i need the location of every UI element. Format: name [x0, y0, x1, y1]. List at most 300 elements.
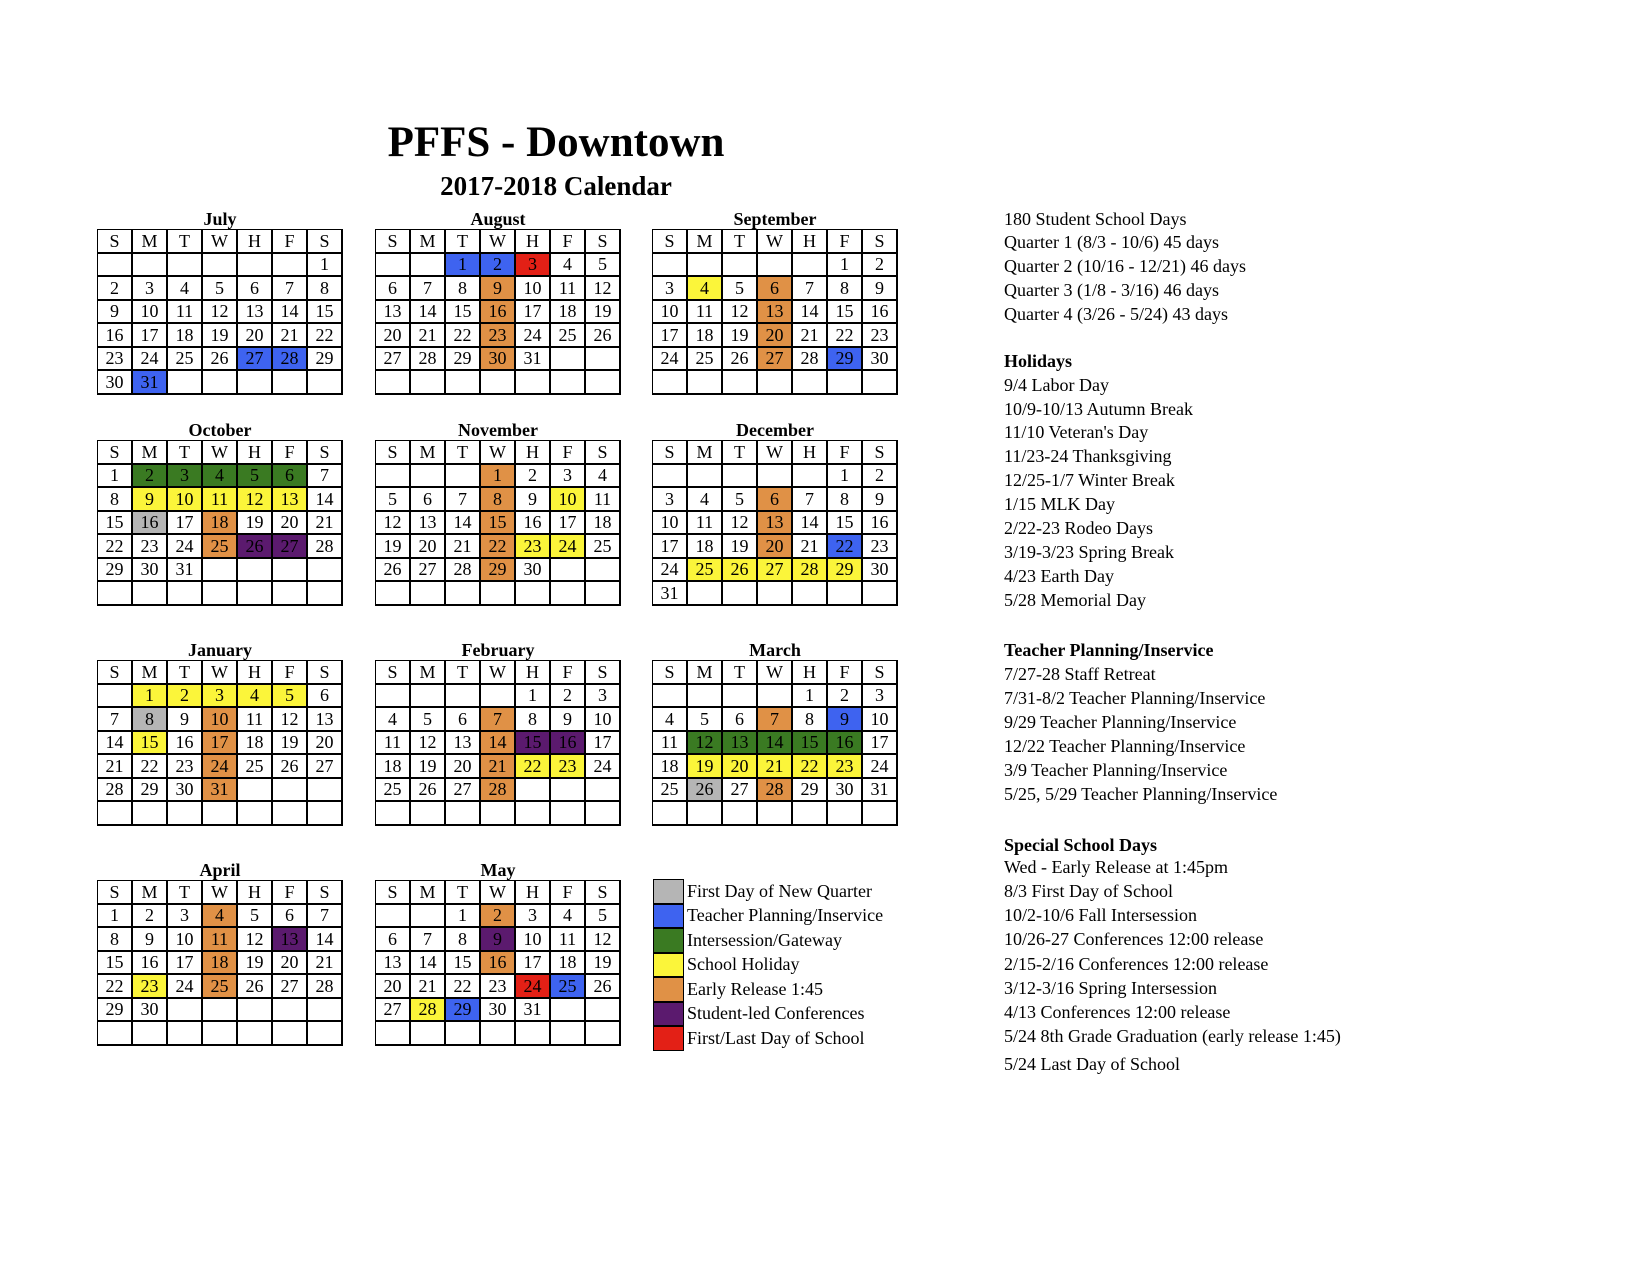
day-cell: 27	[273, 975, 308, 999]
weekday-header: S	[98, 230, 133, 254]
day-cell: 6	[758, 488, 793, 512]
day-cell: 20	[758, 535, 793, 559]
day-cell: 30	[863, 559, 898, 583]
day-cell: 10	[863, 708, 898, 732]
day-cell: 21	[308, 512, 343, 536]
day-cell: 17	[203, 732, 238, 756]
empty-cell	[586, 802, 621, 826]
day-cell: 25	[551, 324, 586, 348]
empty-cell	[551, 802, 586, 826]
day-cell: 13	[308, 708, 343, 732]
empty-cell	[308, 371, 343, 395]
day-cell: 22	[828, 324, 863, 348]
day-cell: 17	[516, 952, 551, 976]
day-cell: 31	[168, 559, 203, 583]
empty-cell	[793, 371, 828, 395]
day-cell: 3	[516, 254, 551, 278]
empty-cell	[723, 371, 758, 395]
day-cell: 3	[516, 905, 551, 929]
info-line: Wed - Early Release at 1:45pm	[1004, 857, 1228, 877]
empty-cell	[203, 371, 238, 395]
month-name: November	[458, 420, 538, 440]
empty-cell	[168, 999, 203, 1023]
day-cell: 9	[863, 277, 898, 301]
day-cell: 13	[758, 301, 793, 325]
day-cell: 29	[481, 559, 516, 583]
day-cell: 27	[758, 559, 793, 583]
day-cell: 25	[653, 779, 688, 803]
legend-item	[653, 904, 913, 929]
day-cell: 7	[98, 708, 133, 732]
empty-cell	[551, 582, 586, 606]
weekday-header: W	[758, 441, 793, 465]
day-cell: 12	[411, 732, 446, 756]
legend-label: Student-led Conferences	[687, 1003, 865, 1024]
month-july	[97, 210, 343, 395]
day-cell: 10	[203, 708, 238, 732]
empty-cell	[758, 802, 793, 826]
day-cell: 18	[238, 732, 273, 756]
day-cell: 24	[586, 755, 621, 779]
day-cell: 29	[308, 348, 343, 372]
day-cell: 21	[98, 755, 133, 779]
weekday-header: S	[98, 441, 133, 465]
empty-cell	[481, 685, 516, 709]
day-cell: 31	[863, 779, 898, 803]
day-cell: 9	[133, 928, 168, 952]
day-cell: 10	[516, 928, 551, 952]
day-cell: 25	[376, 779, 411, 803]
day-cell: 17	[516, 301, 551, 325]
day-cell: 9	[551, 708, 586, 732]
day-cell: 18	[688, 535, 723, 559]
day-cell: 26	[688, 779, 723, 803]
day-cell: 12	[586, 277, 621, 301]
day-cell: 4	[551, 254, 586, 278]
empty-cell	[828, 582, 863, 606]
weekday-header: M	[133, 881, 168, 905]
legend-swatch	[653, 977, 684, 1002]
empty-cell	[828, 371, 863, 395]
day-cell: 13	[273, 928, 308, 952]
empty-cell	[758, 685, 793, 709]
day-cell: 14	[481, 732, 516, 756]
empty-cell	[411, 685, 446, 709]
day-cell: 16	[168, 732, 203, 756]
legend-item	[653, 977, 913, 1002]
weekday-header: S	[98, 661, 133, 685]
day-cell: 12	[238, 488, 273, 512]
day-cell: 31	[653, 582, 688, 606]
day-cell: 17	[168, 512, 203, 536]
day-cell: 22	[308, 324, 343, 348]
weekday-header: W	[758, 661, 793, 685]
weekday-header: W	[758, 230, 793, 254]
empty-cell	[238, 254, 273, 278]
day-cell: 8	[481, 488, 516, 512]
day-cell: 11	[688, 301, 723, 325]
empty-cell	[203, 582, 238, 606]
month-grid	[375, 880, 621, 1046]
section-heading: Holidays	[1004, 351, 1073, 371]
weekday-header: S	[376, 661, 411, 685]
day-cell: 23	[133, 975, 168, 999]
weekday-header: M	[411, 881, 446, 905]
day-cell: 5	[586, 905, 621, 929]
day-cell: 9	[516, 488, 551, 512]
day-cell: 16	[828, 732, 863, 756]
weekday-header: F	[551, 661, 586, 685]
day-cell: 3	[168, 905, 203, 929]
empty-cell	[238, 559, 273, 583]
weekday-header: T	[446, 441, 481, 465]
empty-cell	[688, 371, 723, 395]
weekday-header: S	[586, 441, 621, 465]
day-cell: 13	[376, 301, 411, 325]
legend-item	[653, 928, 913, 953]
day-cell: 16	[481, 301, 516, 325]
day-cell: 5	[238, 905, 273, 929]
day-cell: 28	[273, 348, 308, 372]
empty-cell	[168, 1022, 203, 1046]
day-cell: 29	[446, 348, 481, 372]
day-cell: 1	[446, 905, 481, 929]
empty-cell	[481, 371, 516, 395]
color-legend	[653, 879, 913, 1051]
empty-cell	[446, 685, 481, 709]
info-line: 7/27-28 Staff Retreat	[1004, 664, 1156, 684]
day-cell: 29	[828, 348, 863, 372]
day-cell: 28	[446, 559, 481, 583]
empty-cell	[793, 465, 828, 489]
day-cell: 13	[758, 512, 793, 536]
legend-swatch	[653, 1026, 684, 1051]
empty-cell	[793, 802, 828, 826]
day-cell: 2	[516, 465, 551, 489]
empty-cell	[411, 1022, 446, 1046]
empty-cell	[168, 254, 203, 278]
day-cell: 16	[481, 952, 516, 976]
day-cell: 30	[481, 999, 516, 1023]
day-cell: 21	[758, 755, 793, 779]
month-name: August	[470, 209, 526, 229]
weekday-header: F	[828, 230, 863, 254]
info-line: 4/23 Earth Day	[1004, 566, 1114, 586]
empty-cell	[238, 802, 273, 826]
day-cell: 19	[723, 535, 758, 559]
day-cell: 12	[723, 301, 758, 325]
day-cell: 20	[376, 975, 411, 999]
month-name: July	[203, 209, 237, 229]
day-cell: 18	[168, 324, 203, 348]
day-cell: 13	[273, 488, 308, 512]
weekday-header: F	[828, 441, 863, 465]
empty-cell	[203, 559, 238, 583]
month-october	[97, 421, 343, 606]
day-cell: 27	[308, 755, 343, 779]
empty-cell	[238, 1022, 273, 1046]
day-cell: 20	[376, 324, 411, 348]
legend-item	[653, 953, 913, 978]
empty-cell	[723, 254, 758, 278]
day-cell: 15	[98, 512, 133, 536]
info-line: 2/22-23 Rodeo Days	[1004, 518, 1153, 538]
day-cell: 21	[411, 975, 446, 999]
day-cell: 6	[376, 277, 411, 301]
day-cell: 8	[828, 488, 863, 512]
weekday-header: S	[863, 661, 898, 685]
empty-cell	[793, 582, 828, 606]
empty-cell	[98, 254, 133, 278]
day-cell: 16	[98, 324, 133, 348]
weekday-header: H	[793, 661, 828, 685]
month-name: February	[461, 640, 535, 660]
day-cell: 20	[308, 732, 343, 756]
section-heading: Teacher Planning/Inservice	[1004, 640, 1214, 660]
info-line: 12/22 Teacher Planning/Inservice	[1004, 736, 1246, 756]
page-subtitle: 2017-2018 Calendar	[440, 171, 672, 201]
day-cell: 4	[653, 708, 688, 732]
info-line: 2/15-2/16 Conferences 12:00 release	[1004, 954, 1269, 974]
day-cell: 12	[586, 928, 621, 952]
day-cell: 18	[688, 324, 723, 348]
day-cell: 1	[793, 685, 828, 709]
empty-cell	[828, 802, 863, 826]
empty-cell	[586, 582, 621, 606]
day-cell: 6	[446, 708, 481, 732]
empty-cell	[481, 802, 516, 826]
empty-cell	[758, 582, 793, 606]
empty-cell	[863, 802, 898, 826]
day-cell: 25	[168, 348, 203, 372]
info-line: 8/3 First Day of School	[1004, 881, 1173, 901]
day-cell: 26	[586, 975, 621, 999]
legend-label: School Holiday	[687, 954, 800, 975]
day-cell: 30	[133, 559, 168, 583]
day-cell: 10	[586, 708, 621, 732]
empty-cell	[551, 1022, 586, 1046]
info-line: 9/4 Labor Day	[1004, 375, 1109, 395]
day-cell: 18	[203, 512, 238, 536]
info-line: Quarter 4 (3/26 - 5/24) 43 days	[1004, 304, 1228, 324]
day-cell: 23	[551, 755, 586, 779]
weekday-header: M	[133, 441, 168, 465]
empty-cell	[551, 348, 586, 372]
empty-cell	[98, 582, 133, 606]
day-cell: 2	[828, 685, 863, 709]
day-cell: 23	[863, 324, 898, 348]
day-cell: 19	[273, 732, 308, 756]
month-name: March	[749, 640, 801, 660]
info-line: 180 Student School Days	[1004, 209, 1187, 229]
day-cell: 29	[446, 999, 481, 1023]
day-cell: 27	[723, 779, 758, 803]
day-cell: 4	[238, 685, 273, 709]
empty-cell	[688, 685, 723, 709]
empty-cell	[273, 1022, 308, 1046]
legend-swatch	[653, 904, 684, 929]
day-cell: 31	[133, 371, 168, 395]
day-cell: 23	[98, 348, 133, 372]
day-cell: 16	[863, 301, 898, 325]
month-grid	[97, 229, 343, 395]
month-grid	[652, 440, 898, 606]
legend-swatch	[653, 879, 684, 904]
empty-cell	[168, 582, 203, 606]
day-cell: 1	[516, 685, 551, 709]
day-cell: 11	[203, 488, 238, 512]
day-cell: 28	[758, 779, 793, 803]
day-cell: 3	[586, 685, 621, 709]
day-cell: 18	[203, 952, 238, 976]
empty-cell	[376, 685, 411, 709]
empty-cell	[411, 582, 446, 606]
day-cell: 2	[133, 465, 168, 489]
day-cell: 29	[793, 779, 828, 803]
day-cell: 8	[133, 708, 168, 732]
info-line: Quarter 1 (8/3 - 10/6) 45 days	[1004, 232, 1219, 252]
empty-cell	[273, 779, 308, 803]
empty-cell	[273, 371, 308, 395]
day-cell: 28	[308, 535, 343, 559]
month-november	[375, 421, 621, 606]
day-cell: 1	[308, 254, 343, 278]
day-cell: 19	[586, 301, 621, 325]
day-cell: 29	[98, 999, 133, 1023]
info-line: 3/19-3/23 Spring Break	[1004, 542, 1174, 562]
legend-swatch	[653, 953, 684, 978]
day-cell: 4	[688, 277, 723, 301]
day-cell: 1	[98, 465, 133, 489]
legend-label: Teacher Planning/Inservice	[687, 905, 884, 926]
month-march	[652, 641, 898, 826]
weekday-header: H	[793, 441, 828, 465]
legend-label: Early Release 1:45	[687, 978, 823, 999]
day-cell: 27	[411, 559, 446, 583]
info-line: 1/15 MLK Day	[1004, 494, 1115, 514]
empty-cell	[376, 254, 411, 278]
day-cell: 17	[653, 535, 688, 559]
day-cell: 7	[308, 905, 343, 929]
day-cell: 27	[376, 999, 411, 1023]
empty-cell	[376, 371, 411, 395]
empty-cell	[411, 371, 446, 395]
day-cell: 23	[481, 975, 516, 999]
month-name: April	[199, 860, 241, 880]
day-cell: 24	[653, 559, 688, 583]
day-cell: 15	[828, 301, 863, 325]
day-cell: 20	[758, 324, 793, 348]
day-cell: 23	[133, 535, 168, 559]
month-name: September	[733, 209, 817, 229]
day-cell: 17	[586, 732, 621, 756]
empty-cell	[863, 582, 898, 606]
day-cell: 26	[376, 559, 411, 583]
weekday-header: F	[551, 230, 586, 254]
day-cell: 25	[586, 535, 621, 559]
weekday-header: S	[376, 881, 411, 905]
empty-cell	[376, 582, 411, 606]
weekday-header: S	[308, 441, 343, 465]
day-cell: 6	[273, 465, 308, 489]
day-cell: 18	[376, 755, 411, 779]
day-cell: 4	[551, 905, 586, 929]
day-cell: 25	[203, 975, 238, 999]
weekday-header: W	[203, 661, 238, 685]
weekday-header: F	[551, 441, 586, 465]
day-cell: 18	[551, 952, 586, 976]
day-cell: 22	[133, 755, 168, 779]
day-cell: 12	[688, 732, 723, 756]
day-cell: 5	[376, 488, 411, 512]
day-cell: 3	[203, 685, 238, 709]
day-cell: 2	[481, 254, 516, 278]
day-cell: 2	[863, 254, 898, 278]
empty-cell	[516, 802, 551, 826]
day-cell: 15	[446, 301, 481, 325]
empty-cell	[446, 1022, 481, 1046]
day-cell: 21	[793, 535, 828, 559]
empty-cell	[203, 802, 238, 826]
day-cell: 2	[98, 277, 133, 301]
day-cell: 28	[411, 999, 446, 1023]
day-cell: 29	[98, 559, 133, 583]
weekday-header: H	[516, 230, 551, 254]
day-cell: 5	[273, 685, 308, 709]
empty-cell	[586, 779, 621, 803]
weekday-header: S	[308, 881, 343, 905]
day-cell: 6	[376, 928, 411, 952]
day-cell: 25	[688, 348, 723, 372]
day-cell: 30	[133, 999, 168, 1023]
info-line: 10/26-27 Conferences 12:00 release	[1004, 929, 1264, 949]
day-cell: 9	[481, 928, 516, 952]
day-cell: 4	[376, 708, 411, 732]
day-cell: 21	[481, 755, 516, 779]
day-cell: 23	[168, 755, 203, 779]
day-cell: 9	[863, 488, 898, 512]
info-line: 5/28 Memorial Day	[1004, 590, 1146, 610]
empty-cell	[758, 371, 793, 395]
day-cell: 7	[758, 708, 793, 732]
empty-cell	[273, 254, 308, 278]
empty-cell	[446, 582, 481, 606]
info-line: Quarter 3 (1/8 - 3/16) 46 days	[1004, 280, 1219, 300]
day-cell: 8	[98, 488, 133, 512]
day-cell: 26	[203, 348, 238, 372]
day-cell: 14	[793, 512, 828, 536]
day-cell: 1	[133, 685, 168, 709]
day-cell: 11	[376, 732, 411, 756]
day-cell: 11	[688, 512, 723, 536]
day-cell: 16	[133, 952, 168, 976]
day-cell: 24	[168, 975, 203, 999]
info-line: 10/9-10/13 Autumn Break	[1004, 399, 1193, 419]
day-cell: 22	[828, 535, 863, 559]
day-cell: 19	[723, 324, 758, 348]
empty-cell	[723, 685, 758, 709]
day-cell: 2	[133, 905, 168, 929]
empty-cell	[168, 371, 203, 395]
day-cell: 26	[586, 324, 621, 348]
empty-cell	[688, 582, 723, 606]
empty-cell	[168, 802, 203, 826]
month-grid	[97, 660, 343, 826]
empty-cell	[98, 802, 133, 826]
day-cell: 18	[586, 512, 621, 536]
day-cell: 4	[688, 488, 723, 512]
day-cell: 14	[273, 301, 308, 325]
